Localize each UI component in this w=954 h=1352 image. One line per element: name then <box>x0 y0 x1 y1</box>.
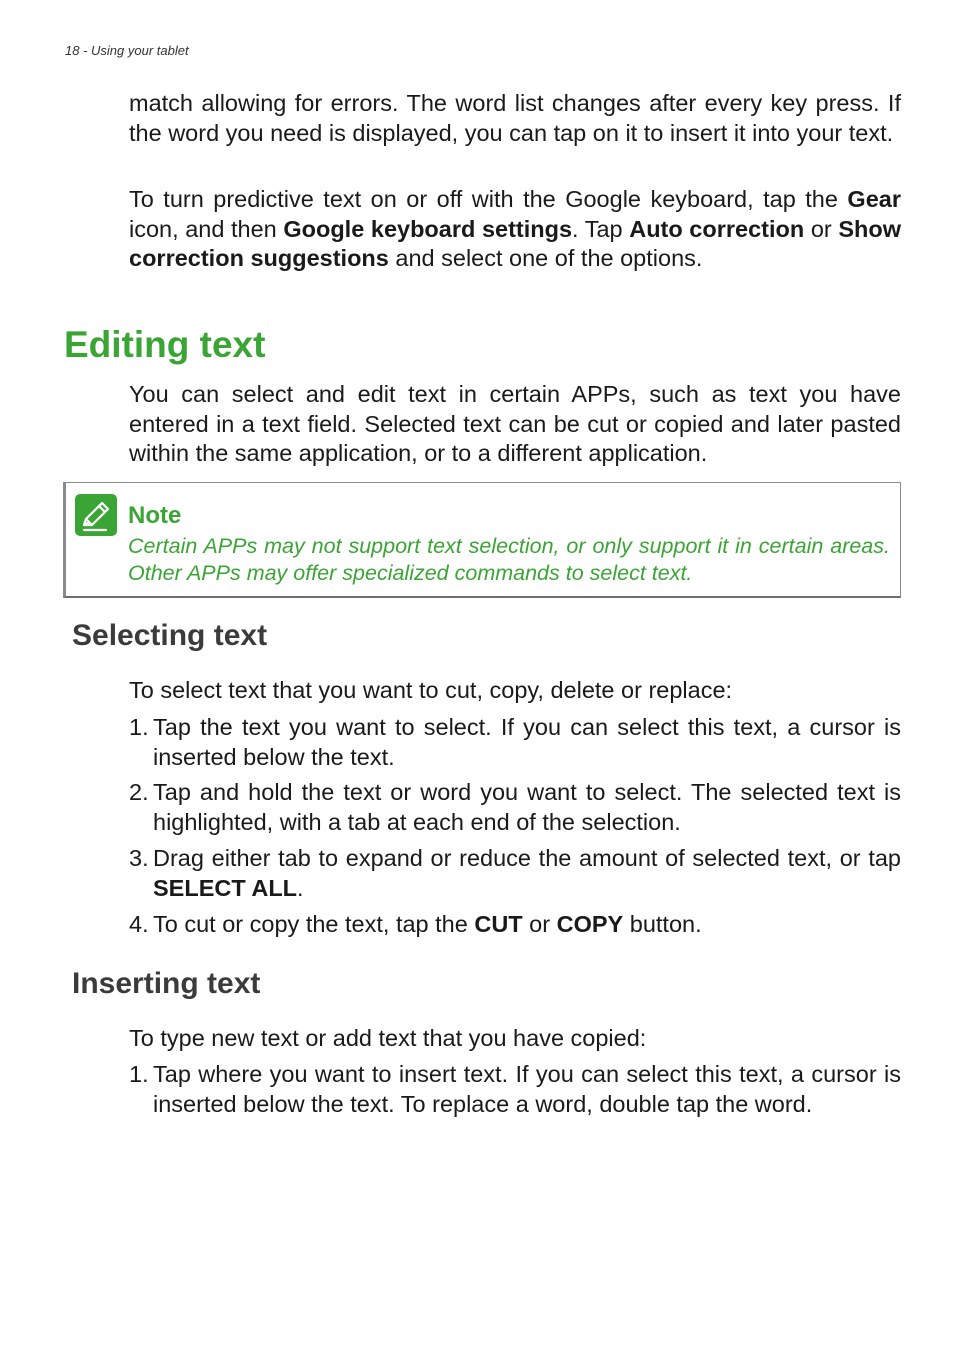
intro-paragraph-1: match allowing for errors. The word list changes after every key press. If the word you need is displayed, you can tap on it to insert it into your text. <box>129 90 901 146</box>
copy-term: COPY <box>556 911 624 937</box>
list-item-text <box>153 910 901 940</box>
pencil-icon <box>75 494 117 536</box>
list-item-text: Tap and hold the text or word you want to select. The selected text is highlighted, with a tab at each end of the selection. <box>153 779 901 835</box>
inserting-text-heading: Inserting text <box>72 967 261 1000</box>
list-item-text: Tap the text you want to select. If you can select this text, a cursor is inserted below the text. <box>153 714 901 770</box>
para2-text-5: and select one of the options. <box>388 245 703 271</box>
list-number: 1. <box>129 1061 149 1087</box>
note-box <box>63 482 901 598</box>
para2-text-3: . Tap <box>572 215 630 242</box>
item3-text-2: . <box>297 874 304 901</box>
list-item <box>129 713 901 772</box>
cut-term: CUT <box>474 911 523 937</box>
list-number: 3. <box>129 845 149 871</box>
list-number: 2. <box>129 779 149 805</box>
list-item <box>129 910 901 940</box>
intro-paragraph-2 <box>129 185 901 274</box>
list-item <box>129 1060 901 1119</box>
keyboard-settings-term: Google keyboard settings <box>283 215 573 242</box>
para2-text-4: or <box>804 215 839 242</box>
list-item-text: Tap where you want to insert text. If you can select this text, a cursor is inserted below the text. To replace a word, double tap the word. <box>153 1061 901 1117</box>
editing-text-paragraph: You can select and edit text in certain APPs, such as text you have entered in a text field. Selected text can be cut or copied and later pasted within the same application, or to a different application. <box>129 381 901 466</box>
para2-text-1: To turn predictive text on or off with the Google keyboard, tap the <box>129 186 848 212</box>
note-text: Certain APPs may not support text selection, or only support it in certain areas. Other APPs may offer specialized commands to select text. <box>128 534 890 585</box>
item4-text-2: or <box>522 911 557 937</box>
selecting-text-heading: Selecting text <box>72 619 268 652</box>
list-item-text <box>153 844 901 903</box>
editing-text-heading: Editing text <box>64 324 266 365</box>
selecting-lead: To select text that you want to cut, copy, delete or replace: <box>129 677 733 703</box>
list-item <box>129 778 901 837</box>
select-all-term: SELECT ALL <box>153 874 298 901</box>
running-header: 18 - Using your tablet <box>65 43 189 58</box>
auto-correction-term: Auto correction <box>629 215 805 242</box>
list-item <box>129 844 901 903</box>
list-number: 1. <box>129 714 149 740</box>
item3-text-1: Drag either tab to expand or reduce the amount of selected text, or tap <box>153 845 901 871</box>
item4-text-3: button. <box>623 911 702 937</box>
show-suggestions-term: Show correction suggestions <box>129 215 901 271</box>
gear-term: Gear <box>847 186 901 212</box>
list-number: 4. <box>129 911 149 937</box>
inserting-lead: To type new text or add text that you have copied: <box>129 1025 647 1051</box>
para2-text-2: icon, and then <box>129 215 284 242</box>
item4-text-1: To cut or copy the text, tap the <box>153 911 475 937</box>
note-title: Note <box>128 502 182 529</box>
